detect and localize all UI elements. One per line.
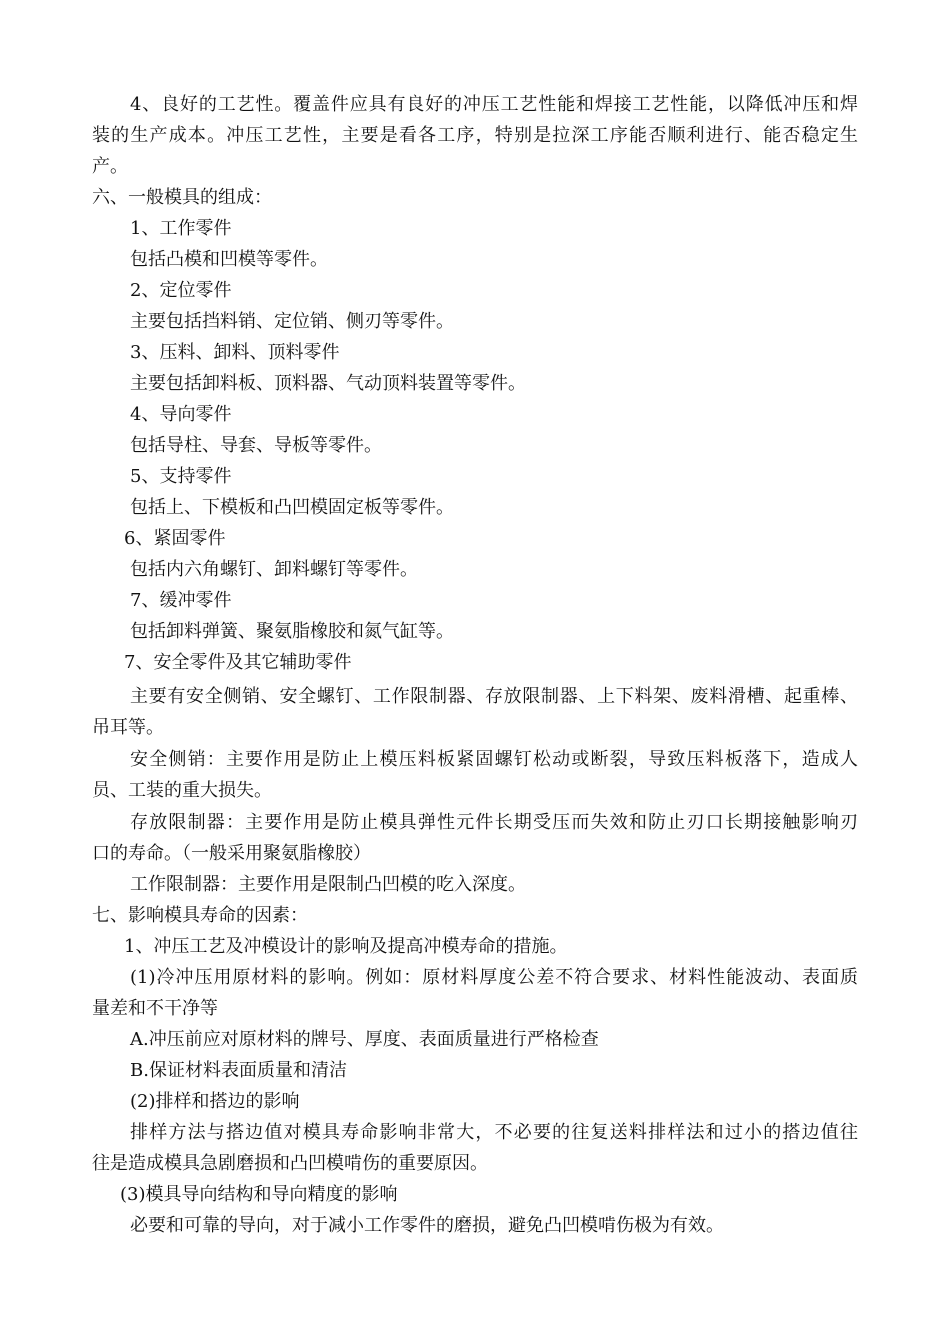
paragraph-line: 包括卸料弹簧、聚氨脂橡胶和氮气缸等。 — [130, 621, 454, 642]
list-item-heading: 6、紧固零件 — [124, 528, 226, 549]
paragraph-line: 装的生产成本。冲压工艺性，主要是看各工序，特别是拉深工序能否顺利进行、能否稳定生 — [92, 125, 858, 146]
section-heading: 六、一般模具的组成： — [92, 187, 272, 208]
paragraph-line: 吊耳等。 — [92, 717, 164, 738]
subsection-heading: (2)排样和搭边的影响 — [130, 1091, 300, 1112]
paragraph-line: 4、良好的工艺性。覆盖件应具有良好的冲压工艺性能和焊接工艺性能，以降低冲压和焊 — [130, 94, 858, 115]
paragraph-line: 主要包括挡料销、定位销、侧刃等零件。 — [130, 311, 454, 332]
paragraph-line: 口的寿命。（一般采用聚氨脂橡胶） — [92, 843, 371, 864]
paragraph-line: 主要有安全侧销、安全螺钉、工作限制器、存放限制器、上下料架、废料滑槽、起重棒、 — [130, 686, 858, 707]
paragraph-line: 包括内六角螺钉、卸料螺钉等零件。 — [130, 559, 418, 580]
paragraph-line: 工作限制器：主要作用是限制凸凹模的吃入深度。 — [130, 874, 526, 895]
paragraph-line: 量差和不干净等 — [92, 998, 218, 1019]
list-item-heading: 7、缓冲零件 — [130, 590, 232, 611]
paragraph-line: 安全侧销：主要作用是防止上模压料板紧固螺钉松动或断裂，导致压料板落下，造成人 — [130, 749, 858, 770]
paragraph-line: 存放限制器：主要作用是防止模具弹性元件长期受压而失效和防止刃口长期接触影响刃 — [130, 812, 858, 833]
paragraph-line: 往是造成模具急剧磨损和凸凹模啃伤的重要原因。 — [92, 1153, 488, 1174]
paragraph-line: 员、工装的重大损失。 — [92, 780, 272, 801]
paragraph-line: 包括上、下模板和凸凹模固定板等零件。 — [130, 497, 454, 518]
section-heading: 七、影响模具寿命的因素： — [92, 905, 308, 926]
paragraph-line: 包括导柱、导套、导板等零件。 — [130, 435, 382, 456]
list-item-heading: 7、安全零件及其它辅助零件 — [124, 652, 352, 673]
paragraph-line: 产。 — [92, 156, 128, 177]
paragraph-line: (1)冷冲压用原材料的影响。例如：原材料厚度公差不符合要求、材料性能波动、表面质 — [130, 967, 858, 988]
list-item-heading: 2、定位零件 — [130, 280, 232, 301]
list-item-heading: 3、压料、卸料、顶料零件 — [130, 342, 340, 363]
paragraph-line: B.保证材料表面质量和清洁 — [130, 1060, 347, 1081]
list-item-heading: 4、导向零件 — [130, 404, 232, 425]
paragraph-line: 主要包括卸料板、顶料器、气动顶料装置等零件。 — [130, 373, 526, 394]
list-item-heading: 5、支持零件 — [130, 466, 232, 487]
paragraph-line: 包括凸模和凹模等零件。 — [130, 249, 328, 270]
paragraph-line: 必要和可靠的导向，对于减小工作零件的磨损，避免凸凹模啃伤极为有效。 — [130, 1215, 724, 1236]
list-item-heading: 1、工作零件 — [130, 218, 232, 239]
subsection-heading: 1、冲压工艺及冲模设计的影响及提高冲模寿命的措施。 — [124, 936, 568, 957]
paragraph-line: 排样方法与搭边值对模具寿命影响非常大，不必要的往复送料排样法和过小的搭边值往 — [130, 1122, 858, 1143]
subsection-heading: (3)模具导向结构和导向精度的影响 — [120, 1184, 398, 1205]
paragraph-line: A.冲压前应对原材料的牌号、厚度、表面质量进行严格检查 — [130, 1029, 599, 1050]
